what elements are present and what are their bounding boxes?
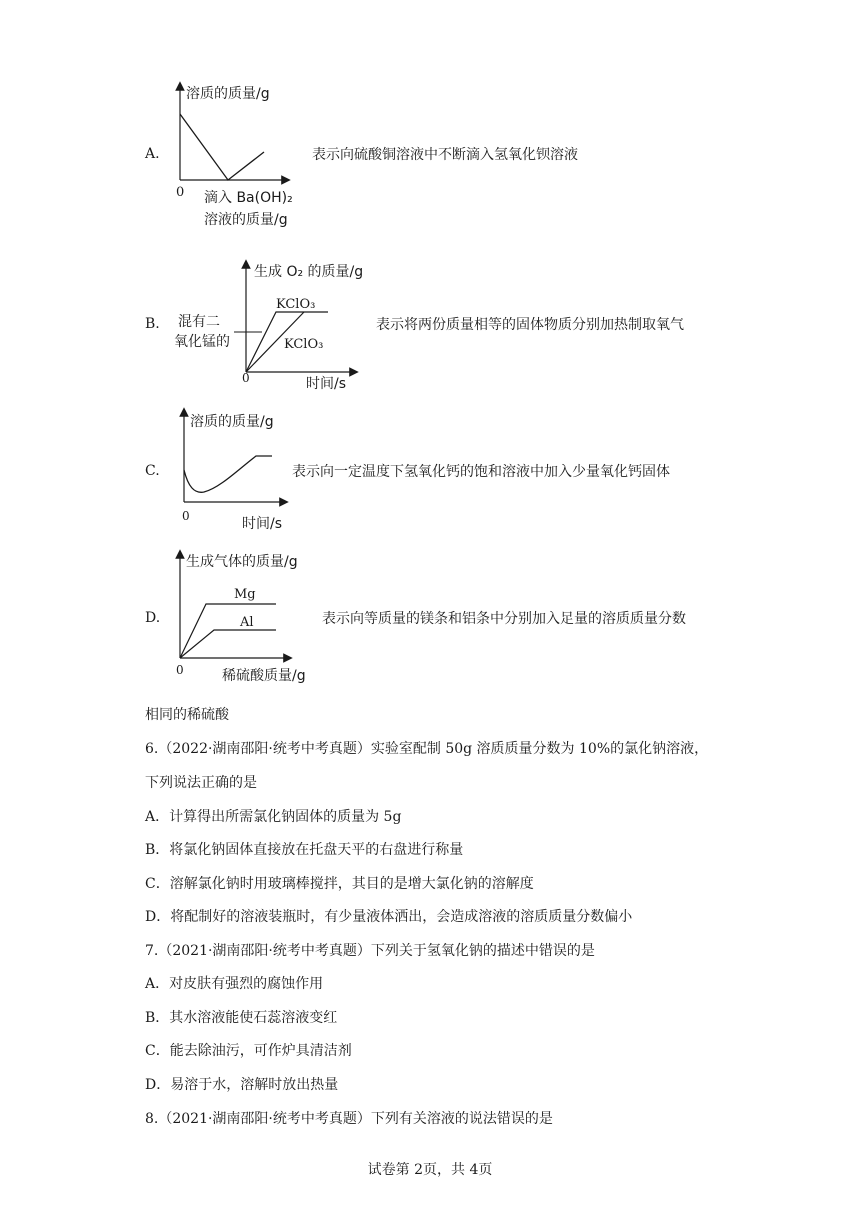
q6-choice-a: A．计算得出所需氯化钠固体的质量为 5g <box>145 809 402 825</box>
x-axis-label: 时间/s <box>242 516 283 532</box>
option-b-graph <box>170 256 370 394</box>
q7-choice-c: C．能去除油污，可作炉具清洁剂 <box>145 1043 352 1059</box>
y-axis-label: 生成 O₂ 的质量/g <box>254 264 364 280</box>
q7-choice-a: A．对皮肤有强烈的腐蚀作用 <box>145 976 324 992</box>
q7-choice-d: D．易溶于水，溶解时放出热量 <box>145 1077 339 1093</box>
option-c-letter: C. <box>145 463 160 479</box>
q6-choice-c: C．溶解氯化钠时用玻璃棒搅拌，其目的是增大氯化钠的溶解度 <box>145 876 534 892</box>
curve-c <box>184 456 272 492</box>
q6-stem-line1: 6.（2022·湖南邵阳·统考中考真题）实验室配制 50g 溶质质量分数为 10%的氯化钠溶液， <box>145 741 709 757</box>
option-b-description: 表示将两份质量相等的固体物质分别加热制取氧气 <box>376 317 684 333</box>
line-label-upper: KClO₃ <box>276 297 316 312</box>
option-d-letter: D. <box>145 610 161 626</box>
line-mg <box>180 604 276 658</box>
y-axis-label: 溶质的质量/g <box>190 414 274 430</box>
q6-stem-line2: 下列说法正确的是 <box>145 775 257 791</box>
line-label-al: Al <box>240 615 254 630</box>
side-label-2: 氧化锰的 <box>174 334 230 350</box>
origin-label: 0 <box>176 185 185 200</box>
option-a-letter: A. <box>145 146 160 162</box>
origin-label: 0 <box>176 663 184 677</box>
q8-stem: 8.（2021·湖南邵阳·统考中考真题）下列有关溶液的说法错误的是 <box>145 1111 553 1127</box>
q7-choice-b: B．其水溶液能使石蕊溶液变红 <box>145 1010 338 1026</box>
option-b-letter: B. <box>145 316 160 332</box>
line-al <box>180 630 276 658</box>
q7-stem: 7.（2021·湖南邵阳·统考中考真题）下列关于氢氧化钠的描述中错误的是 <box>145 943 595 959</box>
line-label-lower: KClO₃ <box>284 337 324 352</box>
curve-a <box>180 114 264 180</box>
option-c-description: 表示向一定温度下氢氧化钙的饱和溶液中加入少量氧化钙固体 <box>292 464 670 480</box>
option-a-description: 表示向硫酸铜溶液中不断滴入氢氧化钡溶液 <box>312 147 578 163</box>
origin-label: 0 <box>182 509 190 523</box>
x-axis-label-2: 溶液的质量/g <box>204 212 288 228</box>
page-footer: 试卷第 2页，共 4页 <box>367 1162 493 1178</box>
option-d-description: 表示向等质量的镁条和铝条中分别加入足量的溶质质量分数 <box>322 611 686 627</box>
y-axis-label: 生成气体的质量/g <box>186 554 298 570</box>
option-c-graph <box>170 406 300 534</box>
q6-choice-d: D．将配制好的溶液装瓶时，有少量液体洒出，会造成溶液的溶质质量分数偏小 <box>145 909 633 925</box>
option-d-graph <box>168 546 318 688</box>
y-axis-label: 溶质的质量/g <box>186 86 270 102</box>
x-axis-label-1: 滴入 Ba(OH)₂ <box>204 190 293 206</box>
option-a-graph <box>168 80 298 230</box>
q6-choice-b: B．将氯化钠固体直接放在托盘天平的右盘进行称量 <box>145 842 464 858</box>
origin-label: 0 <box>242 371 250 385</box>
x-axis-label: 稀硫酸质量/g <box>222 668 306 684</box>
continuation-text: 相同的稀硫酸 <box>145 707 229 723</box>
side-label-1: 混有二 <box>178 314 220 330</box>
x-axis-label: 时间/s <box>306 376 347 392</box>
line-label-mg: Mg <box>234 587 256 602</box>
